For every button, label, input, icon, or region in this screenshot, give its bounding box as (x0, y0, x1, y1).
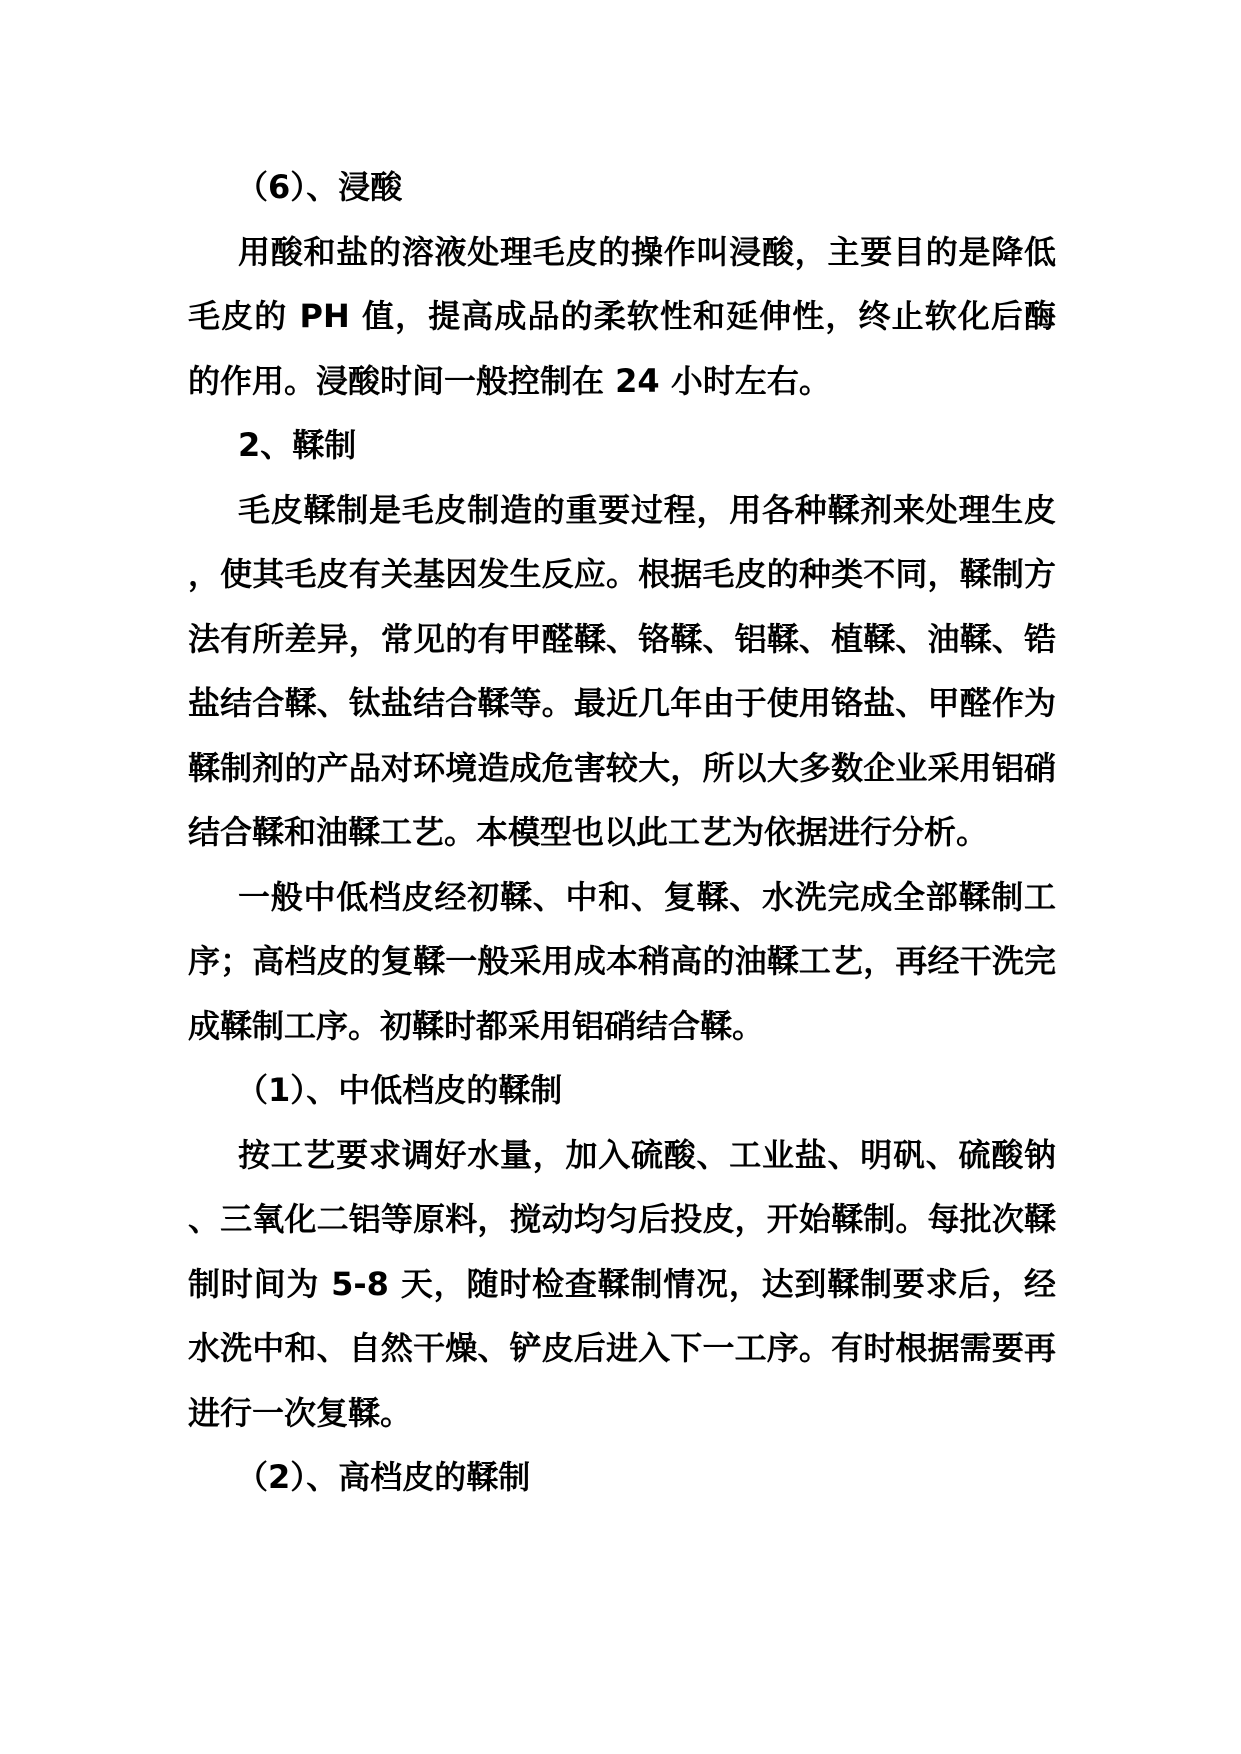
section-heading-high-grade: （2）、高档皮的鞣制 (236, 1458, 531, 1496)
paragraph-tanning-overview: 毛皮鞣制是毛皮制造的重要过程，用各种鞣剂来处理生皮，使其毛皮有关基因发生反应。根据毛皮的种类不同，鞣制方法有所差异，常见的有甲醛鞣、铬鞣、铝鞣、植鞣、油鞣、锆盐结合鞣、钛盐结合鞣等。最近几年由于使用铬盐、甲醛作为鞣制剂的产品对环境造成危害较大，所以大多数企业采用铝硝结合鞣和油鞣工艺。本模型也以此工艺为依据进行分析。 (188, 490, 1056, 851)
section-heading-pickling: （6）、浸酸 (236, 168, 403, 206)
section-heading-tanning: 2、鞣制 (238, 426, 357, 464)
document-body (188, 155, 1056, 1510)
paragraph-tanning-process: 一般中低档皮经初鞣、中和、复鞣、水洗完成全部鞣制工序；高档皮的复鞣一般采用成本稍高的油鞣工艺，再经干洗完成鞣制工序。初鞣时都采用铝硝结合鞣。 (188, 877, 1056, 1045)
paragraph-pickling: 用酸和盐的溶液处理毛皮的操作叫浸酸，主要目的是降低毛皮的 PH 值，提高成品的柔软性和延伸性，终止软化后酶的作用。浸酸时间一般控制在 24 小时左右。 (188, 232, 1056, 400)
paragraph-mid-low-grade: 按工艺要求调好水量，加入硫酸、工业盐、明矾、硫酸钠、三氧化二铝等原料，搅动均匀后投皮，开始鞣制。每批次鞣制时间为 5-8 天，随时检查鞣制情况，达到鞣制要求后，经水洗中和、自然干燥、铲皮后进入下一工序。有时根据需要再进行一次复鞣。 (188, 1135, 1056, 1432)
section-heading-mid-low-grade: （1）、中低档皮的鞣制 (236, 1071, 563, 1109)
